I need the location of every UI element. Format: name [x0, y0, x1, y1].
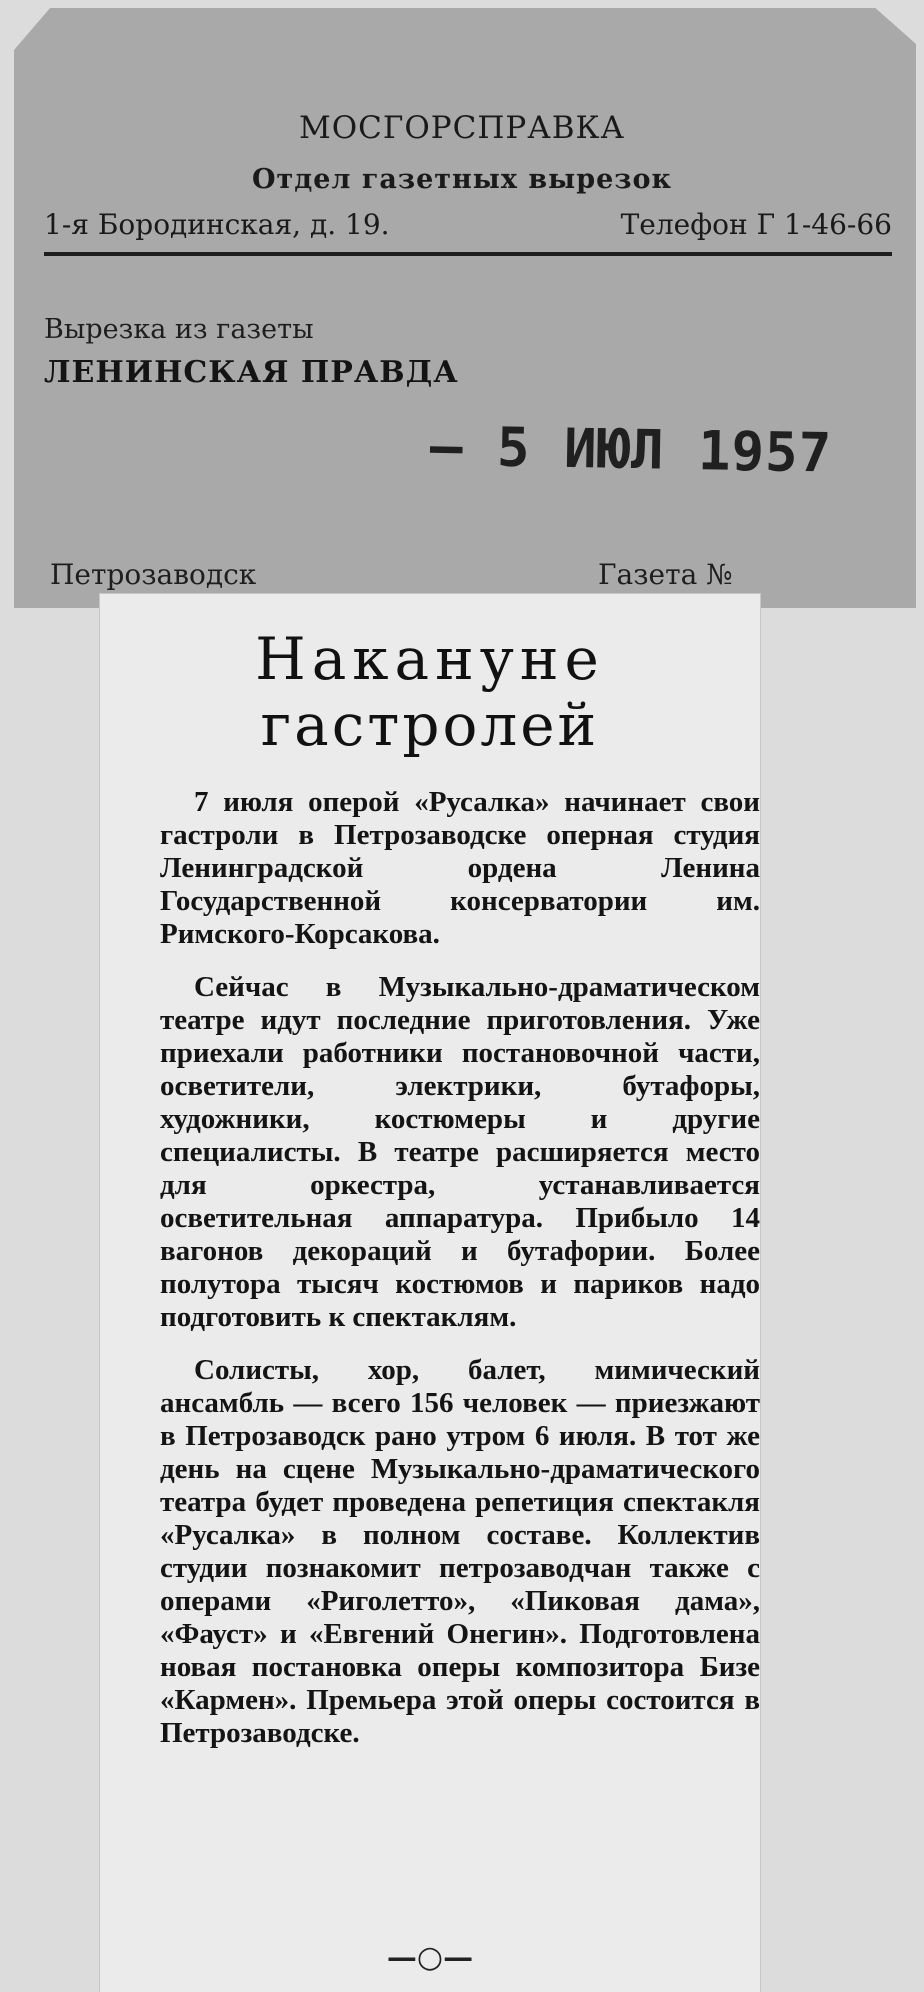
cut-label: Вырезка из газеты	[44, 314, 314, 345]
city: Петрозаводск	[50, 558, 257, 591]
article-paragraph-2: Сейчас в Музыкально-драматическом театре идут последние приготовления. Уже приехали работники постановочной части, осветители, электрики, бутафоры, художники, костюмеры и другие специалисты. В театре расширяется место для оркестра, устанавливается осветительная аппаратура. Прибыло 14 вагонов декораций и бутафории. Более полутора тысяч костюмов и париков надо подготовить к спектаклям.	[160, 971, 760, 1333]
divider	[44, 252, 892, 256]
date-stamp: – 5 ИЮЛ 1957	[429, 414, 833, 485]
article-paragraph-1: 7 июля оперой «Русалка» начинает свои гастроли в Петрозаводске оперная студия Ленинградской ордена Ленина Государственной консерватории им. Римского-Корсакова.	[160, 786, 760, 950]
headline-line-2: гастролей	[260, 691, 600, 759]
article-separator: —○—	[386, 1940, 474, 1975]
organization-name: МОСГОРСПРАВКА	[298, 110, 625, 146]
article-headline	[100, 626, 760, 758]
gazeta-number-label: Газета №	[598, 558, 733, 591]
archive-card	[14, 8, 916, 608]
article-paragraph-3: Солисты, хор, балет, мимический ансамбль — всего 156 человек — приезжают в Петрозаводск рано утром 6 июля. В тот же день на сцене Музыкально-драматического театра будет проведена репетиция спектакля «Русалка» в полном составе. Коллектив студии познакомит петрозаводчан также с операми «Риголетто», «Пиковая дама», «Фауст» и «Евгений Онегин». Подготовлена новая постановка оперы композитора Бизе «Кармен». Премьера этой оперы состоится в Петрозаводске.	[160, 1354, 760, 1749]
newspaper-name: ЛЕНИНСКАЯ ПРАВДА	[44, 355, 459, 390]
address: 1-я Бородинская, д. 19.	[44, 208, 390, 241]
headline-line-1: Накануне	[255, 625, 605, 693]
phone: Телефон Г 1-46-66	[620, 208, 892, 241]
article-body	[160, 786, 760, 1770]
department-name: Отдел газетных вырезок	[252, 164, 672, 195]
